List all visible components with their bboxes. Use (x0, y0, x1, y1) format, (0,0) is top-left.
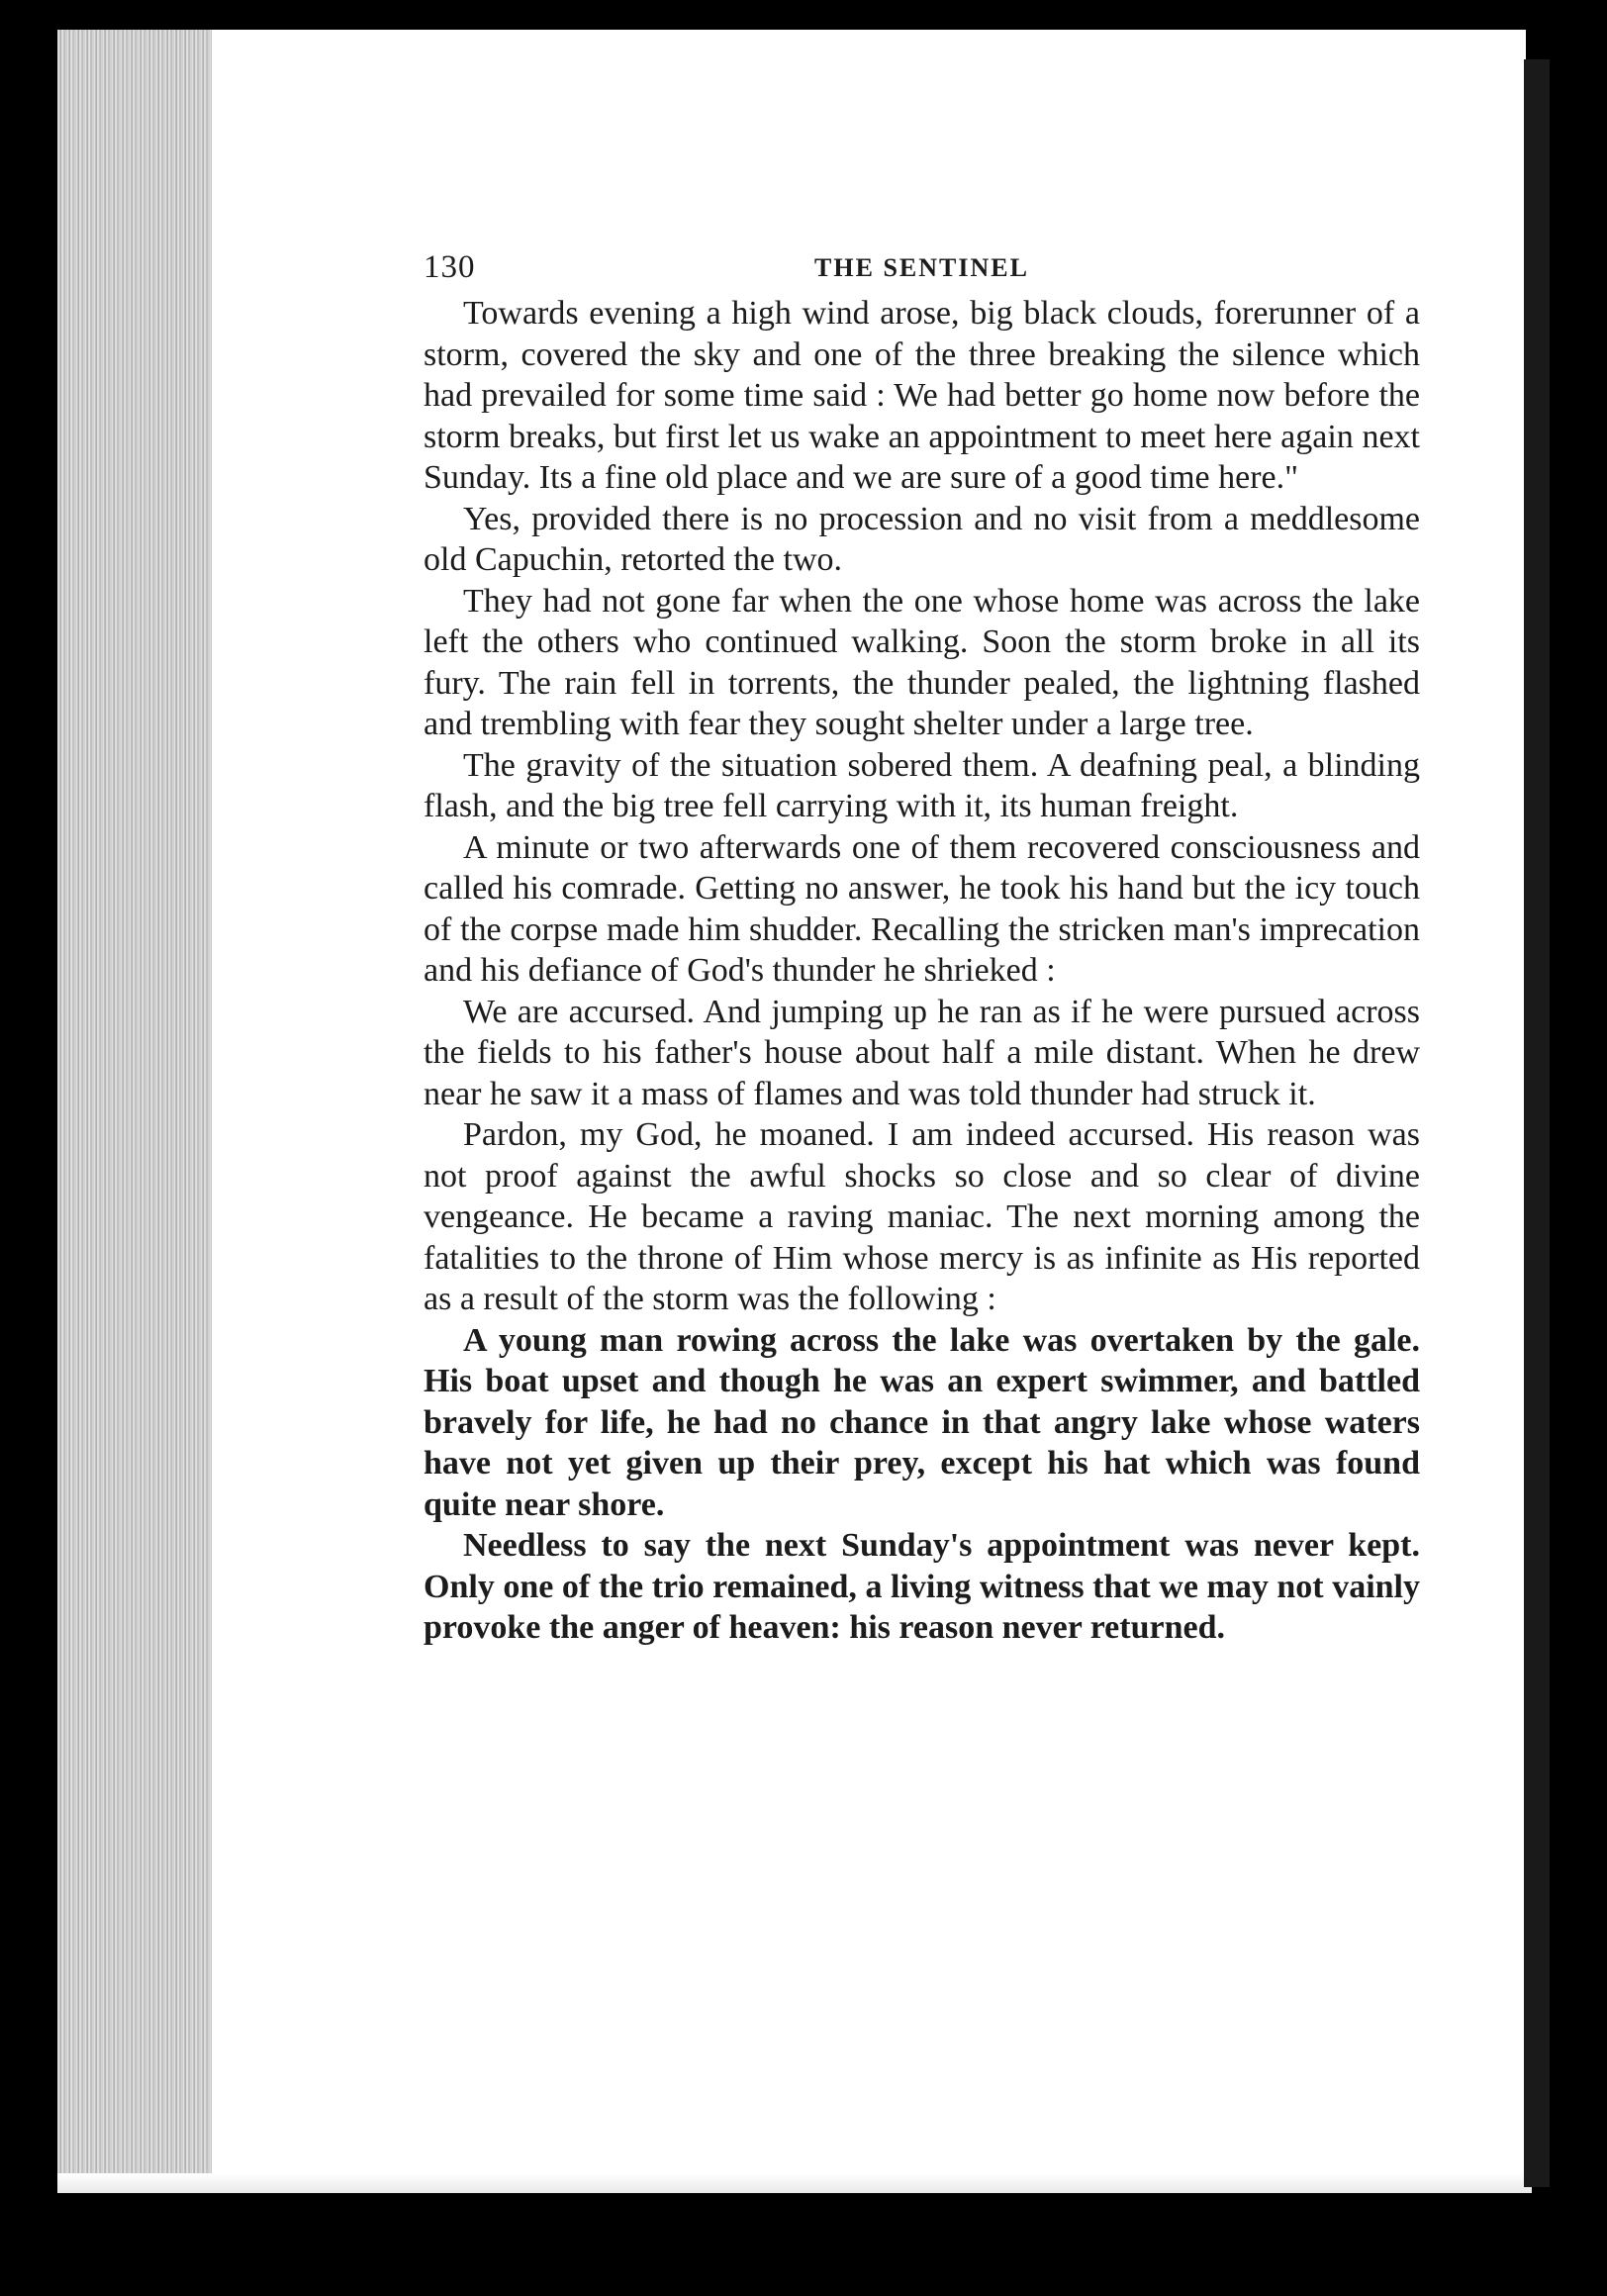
paragraph: The gravity of the situation sobered them. A deafning peal, a blinding flash, and the big tree fell carrying with it, its human freight. (424, 746, 1420, 824)
paragraph: Towards evening a high wind arose, big black clouds, forerunner of a storm, covered the sky and one of the three breaking the silence which had prevailed for some time said : We had better go home now before the storm breaks, but first let us wake an appointment to meet here again next Sunday. Its a fine old place and we are sure of a good time here." (424, 295, 1420, 496)
page-stack-edges (57, 30, 226, 2193)
paragraph: Yes, provided there is no procession and no visit from a meddlesome old Capuchin, retorted the two. (424, 500, 1420, 578)
paragraph: A minute or two afterwards one of them recovered consciousness and called his comrade. Getting no answer, he took his hand but the icy touch of the corpse made him shudder. Recalling the stricken man's imprecation and his defiance of God's thunder he shrieked : (424, 828, 1420, 989)
paragraph: Needless to say the next Sunday's appointment was never kept. Only one of the trio remained, a living witness that we may not vainly provoke the anger of heaven: his reason never returned. (424, 1527, 1420, 1646)
running-title: THE SENTINEL (814, 253, 1029, 282)
paragraph: A young man rowing across the lake was overtaken by the gale. His boat upset and though he was an expert swimmer, and battled bravely for life, he had no chance in that angry lake whose waters have not yet given up their prey, except his hat which was found quite near shore. (424, 1321, 1420, 1523)
paragraph: Pardon, my God, he moaned. I am indeed accursed. His reason was not proof against the awful shocks so close and so clear of divine vengeance. He became a raving maniac. The next morning among the fatalities to the throne of Him whose mercy is as infinite as His reported as a result of the storm was the following : (424, 1116, 1420, 1317)
page-number: 130 (424, 249, 476, 285)
page-header (424, 245, 1420, 289)
page-text-block (424, 245, 1420, 1649)
paragraph: We are accursed. And jumping up he ran as if he were pursued across the fields to his father's house about half a mile distant. When he drew near he saw it a mass of flames and was told thunder had struck it. (424, 993, 1420, 1112)
page-bottom-edge (57, 2173, 1532, 2193)
binding-shadow (1524, 59, 1550, 2187)
paragraph: They had not gone far when the one whose home was across the lake left the others who continued walking. Soon the storm broke in all its fury. The rain fell in torrents, the thunder pealed, the lightning flashed and trembling with fear they sought shelter under a large tree. (424, 582, 1420, 742)
